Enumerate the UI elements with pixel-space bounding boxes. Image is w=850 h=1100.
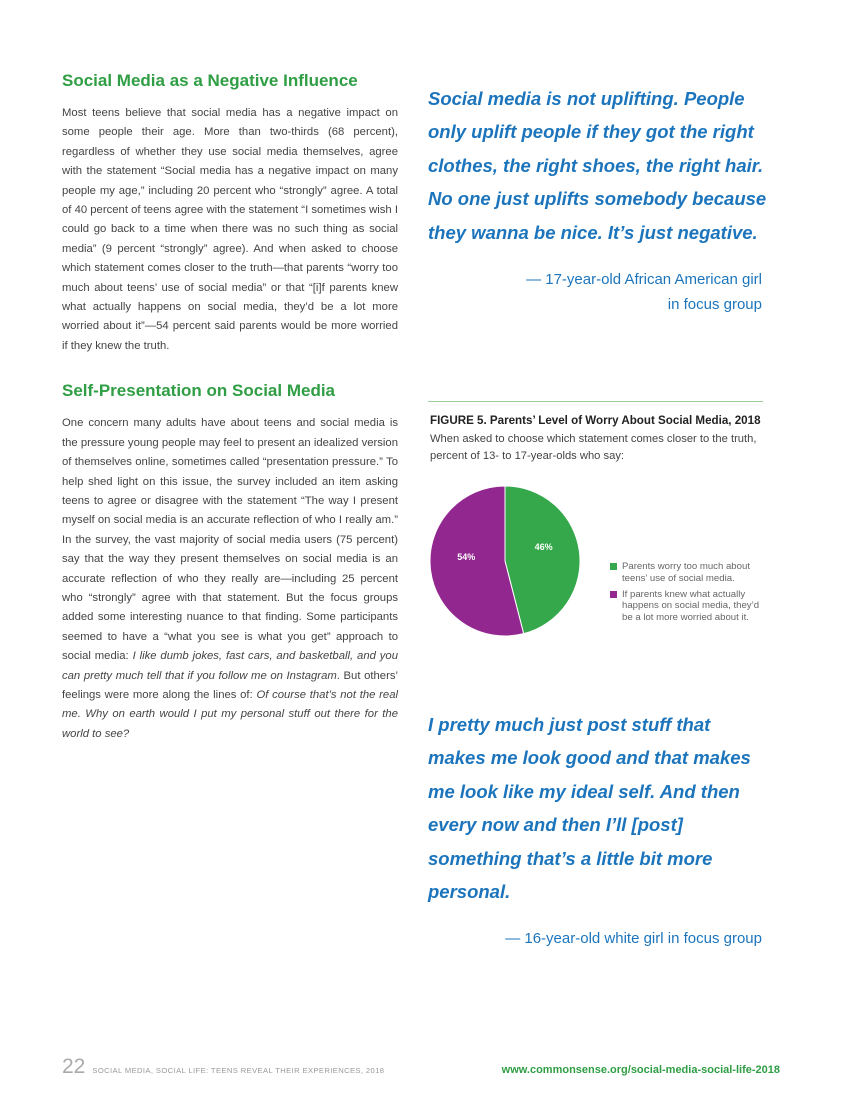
pull-quote-2-text: I pretty much just post stuff that makes me look good and that makes me look like my ideal self. And then every now and then I’ll [post] something that’s a little bit more personal.	[428, 714, 751, 903]
pull-quote-1-text: Social media is not uplifting. People only uplift people if they got the right clothes, the right shoes, the right hair. No one just uplifts somebody because they wanna be nice. It’s just negative.	[428, 88, 767, 243]
body-text-middle: . But others’ feelings were more along the lines of:	[62, 669, 398, 701]
left-column	[62, 70, 398, 744]
legend-swatch-1	[610, 563, 617, 570]
section-body-self-presentation	[62, 414, 398, 744]
figure-subtitle: When asked to choose which statement comes closer to the truth, percent of 13- to 17-year-olds who say:	[430, 433, 757, 462]
legend-label-1: Parents worry too much about teens’ use of social media.	[622, 561, 750, 584]
section-self-presentation	[62, 380, 398, 744]
section-heading-self-presentation: Self-Presentation on Social Media	[62, 381, 336, 401]
figure-5	[430, 413, 770, 624]
body-text-italic-quote-1: I like dumb jokes, fast cars, and basketball, and you can pretty much tell that if you follow me on Instagram	[62, 650, 398, 682]
pull-quote-2	[428, 708, 768, 951]
running-title: SOCIAL MEDIA, SOCIAL LIFE: TEENS REVEAL THEIR EXPERIENCES, 2018	[92, 1066, 385, 1075]
figure-title: FIGURE 5. Parents’ Level of Worry About Social Media, 2018	[430, 414, 761, 427]
pull-quote-1-attribution	[428, 267, 768, 317]
pull-quote-2-attribution: — 16-year-old white girl in focus group	[505, 930, 762, 948]
chart-legend	[610, 561, 770, 628]
section-divider	[428, 401, 763, 402]
pie-label-46: 46%	[534, 542, 553, 553]
section-heading-negative-influence: Social Media as a Negative Influence	[62, 71, 358, 90]
footer-left	[62, 1055, 384, 1079]
attribution-line-1: — 17-year-old African American girl	[526, 271, 762, 289]
legend-swatch-2	[610, 591, 617, 598]
legend-item-1	[610, 561, 770, 585]
footer-url-link[interactable]: www.commonsense.org/social-media-social-life-2018	[501, 1064, 780, 1076]
pie-label-54: 54%	[457, 551, 476, 562]
legend-label-2: If parents knew what actually happens on social media, they’d be a lot more worried about it.	[622, 588, 760, 624]
page-number: 22	[62, 1055, 86, 1078]
attribution-line-2: in focus group	[667, 296, 762, 314]
body-text-main: One concern many adults have about teens and social media is the pressure young people may feel to present an idealized version of themselves online, sometimes called “presentation pressure.” To help shed light on this issue, the survey included an item asking teens to agree or disagree with the statement “The way I present myself on social media is an accurate reflection of who I really am.” In the survey, the vast majority of social media users (75 percent) say that the way they present themselves on social media is an accurate reflection of who they really are—including 25 percent who “strongly” agree with that statement. But the focus groups added some interesting nuance to that finding. Some participants seemed to have a “what you see is what you get” approach to social media:	[62, 417, 398, 663]
body-text-italic-quote-2: Of course that’s not the real me. Why on earth would I put my personal stuff out there for the world to see?	[62, 688, 398, 740]
pull-quote-1	[428, 82, 768, 317]
legend-item-2	[610, 589, 770, 624]
section-body-negative-influence: Most teens believe that social media has a negative impact on some people their age. More than two-thirds (68 percent), regardless of whether they use social media themselves, agree with the statement “Social media has a negative impact on many people my age,” including 20 percent who “strongly” agree. A total of 40 percent of teens agree with the statement “I sometimes wish I could go back to a time when there was no such thing as social media” (9 percent “strongly” agree). And when asked to choose which statement comes closer to the truth—that parents “worry too much about teens’ use of social media” or that “[i]f parents knew what actually happens on social media, they’d be a lot more worried about it”—54 percent said parents would be more worried if they knew the truth.	[62, 107, 398, 352]
pie-chart	[430, 486, 590, 646]
